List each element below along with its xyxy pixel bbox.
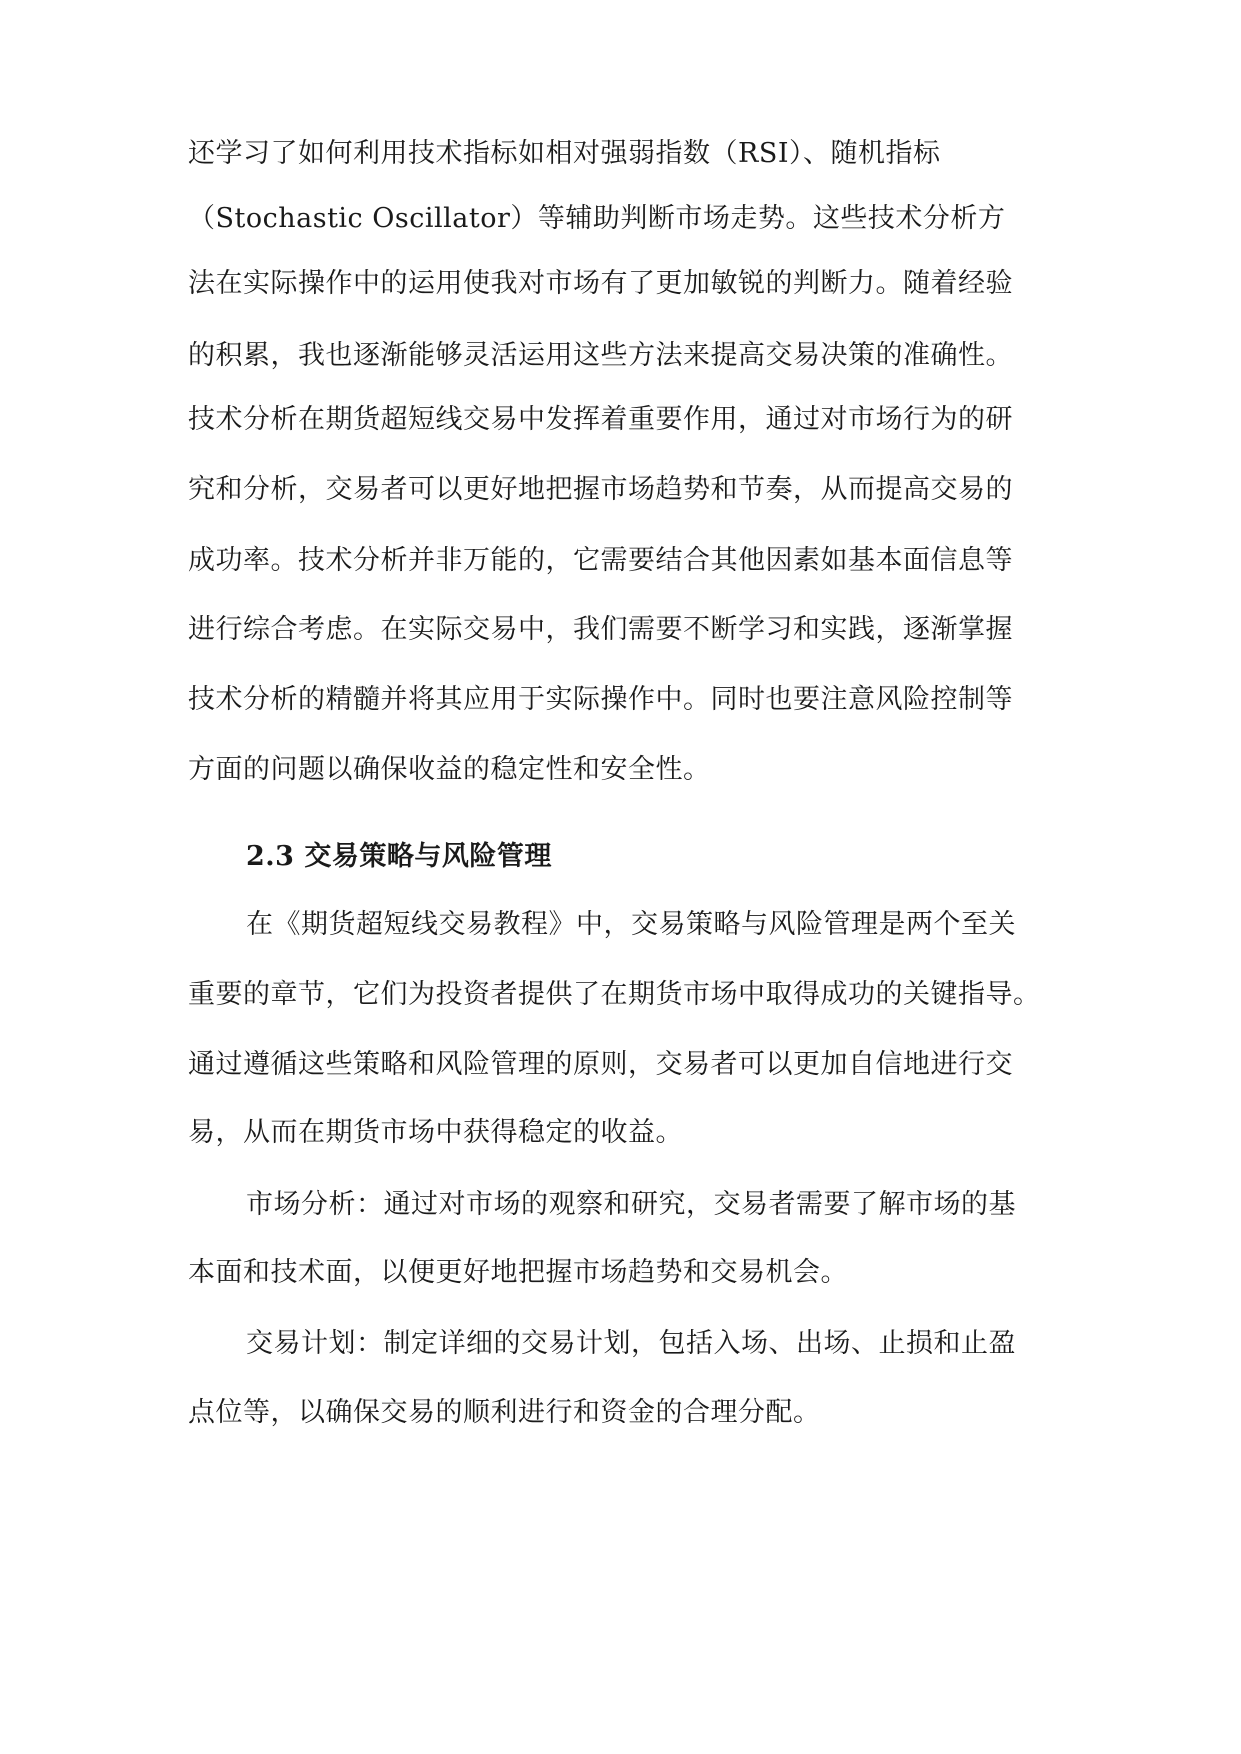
body-text-line: 易，从而在期货市场中获得稳定的收益。: [188, 1117, 683, 1148]
body-text-line: 法在实际操作中的运用使我对市场有了更加敏锐的判断力。随着经验: [188, 268, 1013, 299]
body-text-line: 还学习了如何利用技术指标如相对强弱指数（RSI）、随机指标: [188, 138, 941, 169]
body-text-line: 点位等，以确保交易的顺利进行和资金的合理分配。: [188, 1397, 821, 1428]
body-text-line: 技术分析在期货超短线交易中发挥着重要作用，通过对市场行为的研: [188, 404, 1013, 435]
body-text-line: 进行综合考虑。在实际交易中，我们需要不断学习和实践，逐渐掌握: [188, 614, 1013, 645]
body-text-line: 方面的问题以确保收益的稳定性和安全性。: [188, 754, 711, 785]
body-text-line: （Stochastic Oscillator）等辅助判断市场走势。这些技术分析方: [188, 203, 1006, 234]
body-text-line: 成功率。技术分析并非万能的，它需要结合其他因素如基本面信息等: [188, 545, 1013, 576]
body-text-line: 通过遵循这些策略和风险管理的原则，交易者可以更加自信地进行交: [188, 1049, 1013, 1080]
body-text-line: 市场分析：通过对市场的观察和研究，交易者需要了解市场的基: [246, 1189, 1016, 1220]
body-text-line: 交易计划：制定详细的交易计划，包括入场、出场、止损和止盈: [246, 1328, 1016, 1359]
body-text-line: 的积累，我也逐渐能够灵活运用这些方法来提高交易决策的准确性。: [188, 340, 1013, 371]
body-text-line: 在《期货超短线交易教程》中，交易策略与风险管理是两个至关: [246, 909, 1016, 940]
body-text-line: 究和分析，交易者可以更好地把握市场趋势和节奏，从而提高交易的: [188, 474, 1013, 505]
body-text-line: 本面和技术面，以便更好地把握市场趋势和交易机会。: [188, 1257, 848, 1288]
body-text-line: 技术分析的精髓并将其应用于实际操作中。同时也要注意风险控制等: [188, 684, 1013, 715]
body-text-line: 重要的章节，它们为投资者提供了在期货市场中取得成功的关键指导。: [188, 979, 1041, 1010]
section-heading: 2.3 交易策略与风险管理: [246, 841, 552, 872]
